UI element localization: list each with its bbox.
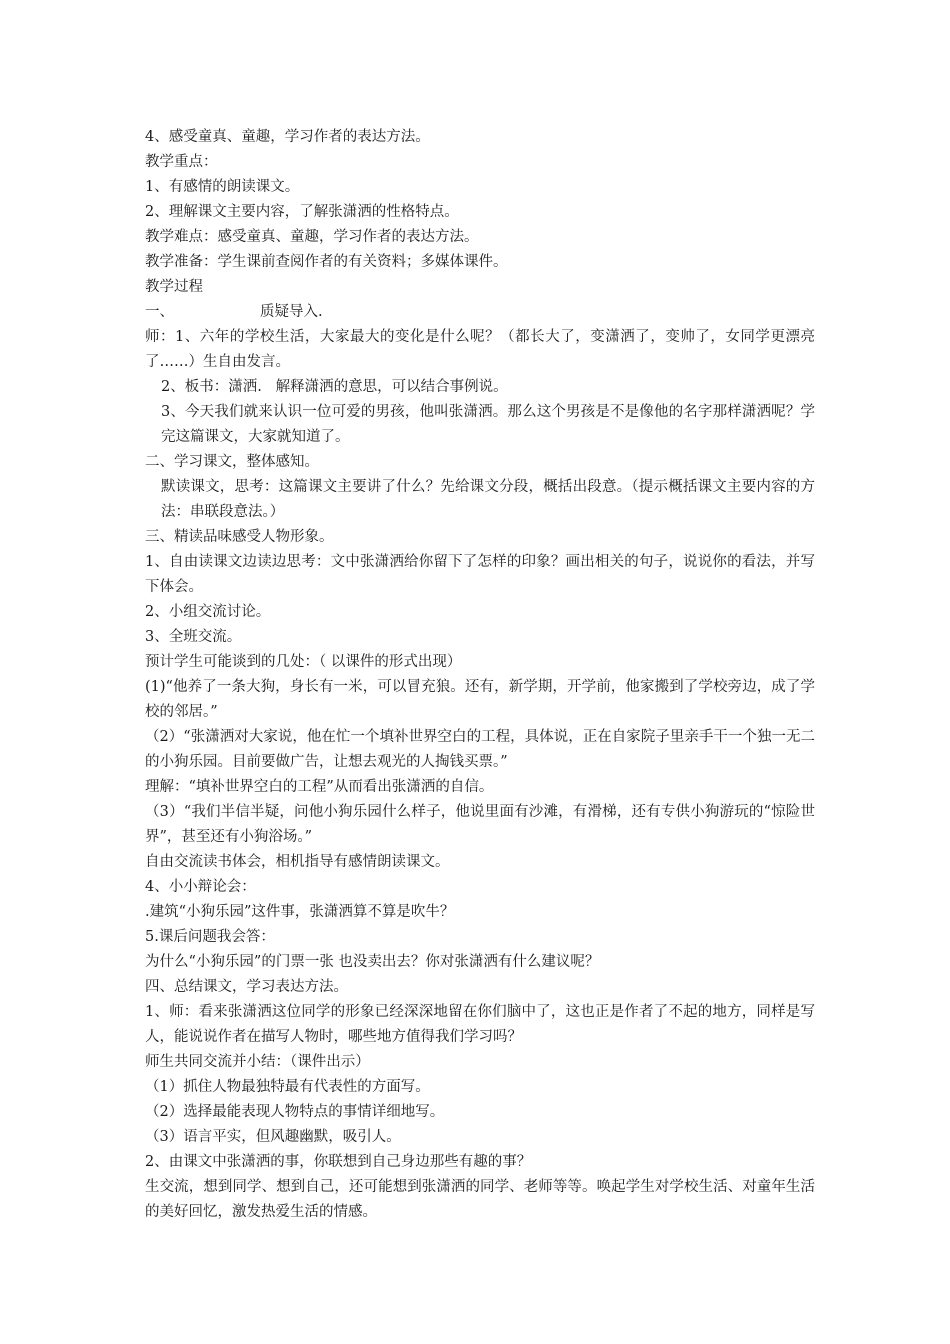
free-exchange: 自由交流读书体会，相机指导有感情朗读课文。 <box>145 854 450 870</box>
section-4-heading: 四、总结课文，学习表达方法。 <box>145 979 348 995</box>
process-heading: 教学过程 <box>145 279 203 295</box>
objective-4: 4、感受童真、童趣，学习作者的表达方法。 <box>145 129 430 145</box>
section-1-number: 一、 <box>145 304 174 320</box>
summary-exchange: 师生共同交流并小结：（课件出示） <box>145 1054 370 1070</box>
expected-points: 预计学生可能谈到的几处：（ 以课件的形式出现） <box>145 654 462 670</box>
understanding: 理解：“填补世界空白的工程”从而看出张潇洒的自信。 <box>145 779 494 795</box>
summary-point-2: （2）选择最能表现人物特点的事情详细地写。 <box>145 1104 445 1120</box>
step-free-reading: 1、自由读课文边读边思考：文中张潇洒给你留下了怎样的印象？画出相关的句子，说说你的看法，并写下体会。 <box>145 554 815 595</box>
step-class-exchange: 3、全班交流。 <box>145 629 242 645</box>
section-1-heading <box>145 300 815 325</box>
difficulty: 教学难点：感受童真、童趣，学习作者的表达方法。 <box>145 229 479 245</box>
key-point-2: 2、理解课文主要内容，了解张潇洒的性格特点。 <box>145 204 459 220</box>
introduction-3: 3、今天我们就来认识一位可爱的男孩，他叫张潇洒。那么这个男孩是不是像他的名字那样潇洒呢？学完这篇课文，大家就知道了。 <box>161 404 815 445</box>
key-points-heading: 教学重点： <box>145 154 218 170</box>
quote-3: （3）“我们半信半疑，问他小狗乐园什么样子，他说里面有沙滩，有滑梯，还有专供小狗游玩的“惊险世界”，甚至还有小狗浴场。” <box>145 804 815 845</box>
silent-reading: 默读课文，思考：这篇课文主要讲了什么？先给课文分段，概括出段意。（提示概括课文主要内容的方法：串联段意法。） <box>161 479 815 520</box>
key-point-1: 1、有感情的朗读课文。 <box>145 179 300 195</box>
closing-paragraph: 生交流，想到同学、想到自己，还可能想到张潇洒的同学、老师等等。唤起学生对学校生活、对童年生活的美好回忆，激发热爱生活的情感。 <box>145 1179 815 1220</box>
summary-point-3: （3）语言平实，但风趣幽默，吸引人。 <box>145 1129 401 1145</box>
debate-heading: 4、小小辩论会： <box>145 879 256 895</box>
preparation: 教学准备：学生课前查阅作者的有关资料；多媒体课件。 <box>145 254 508 270</box>
debate-question: .建筑“小狗乐园”这件事，张潇洒算不算是吹牛？ <box>145 904 455 920</box>
section-3-heading: 三、精读品味感受人物形象。 <box>145 529 334 545</box>
summary-1: 1、师：看来张潇洒这位同学的形象已经深深地留在你们脑中了，这也正是作者了不起的地方，同样是写人，能说说作者在描写人物时，哪些地方值得我们学习吗？ <box>145 1004 815 1045</box>
document-page <box>145 125 815 1225</box>
after-class-heading: 5.课后问题我会答： <box>145 929 275 945</box>
step-group-discussion: 2、小组交流讨论。 <box>145 604 271 620</box>
section-1-title: 质疑导入. <box>260 304 323 320</box>
summary-point-1: （1）抓住人物最独特最有代表性的方面写。 <box>145 1079 430 1095</box>
quote-1: (1)“他养了一条大狗，身长有一米，可以冒充狼。还有，新学期，开学前，他家搬到了学校旁边，成了学校的邻居。” <box>145 679 815 720</box>
quote-2: （2）“张潇洒对大家说，他在忙一个填补世界空白的工程，具体说，正在自家院子里亲手干一个独一无二的小狗乐园。目前要做广告，让想去观光的人掏钱买票。” <box>145 729 815 770</box>
summary-2: 2、由课文中张潇洒的事，你联想到自己身边那些有趣的事？ <box>145 1154 532 1170</box>
section-2-heading: 二、学习课文，整体感知。 <box>145 454 319 470</box>
teacher-question-1: 师：1、六年的学校生活，大家最大的变化是什么呢？（都长大了，变潇洒了，变帅了，女同学更漂亮了……）生自由发言。 <box>145 329 815 370</box>
after-class-question: 为什么“小狗乐园”的门票一张 也没卖出去？你对张潇洒有什么建议呢？ <box>145 954 600 970</box>
blackboard-note: 2、板书：潇洒. 解释潇洒的意思，可以结合事例说。 <box>161 379 508 395</box>
